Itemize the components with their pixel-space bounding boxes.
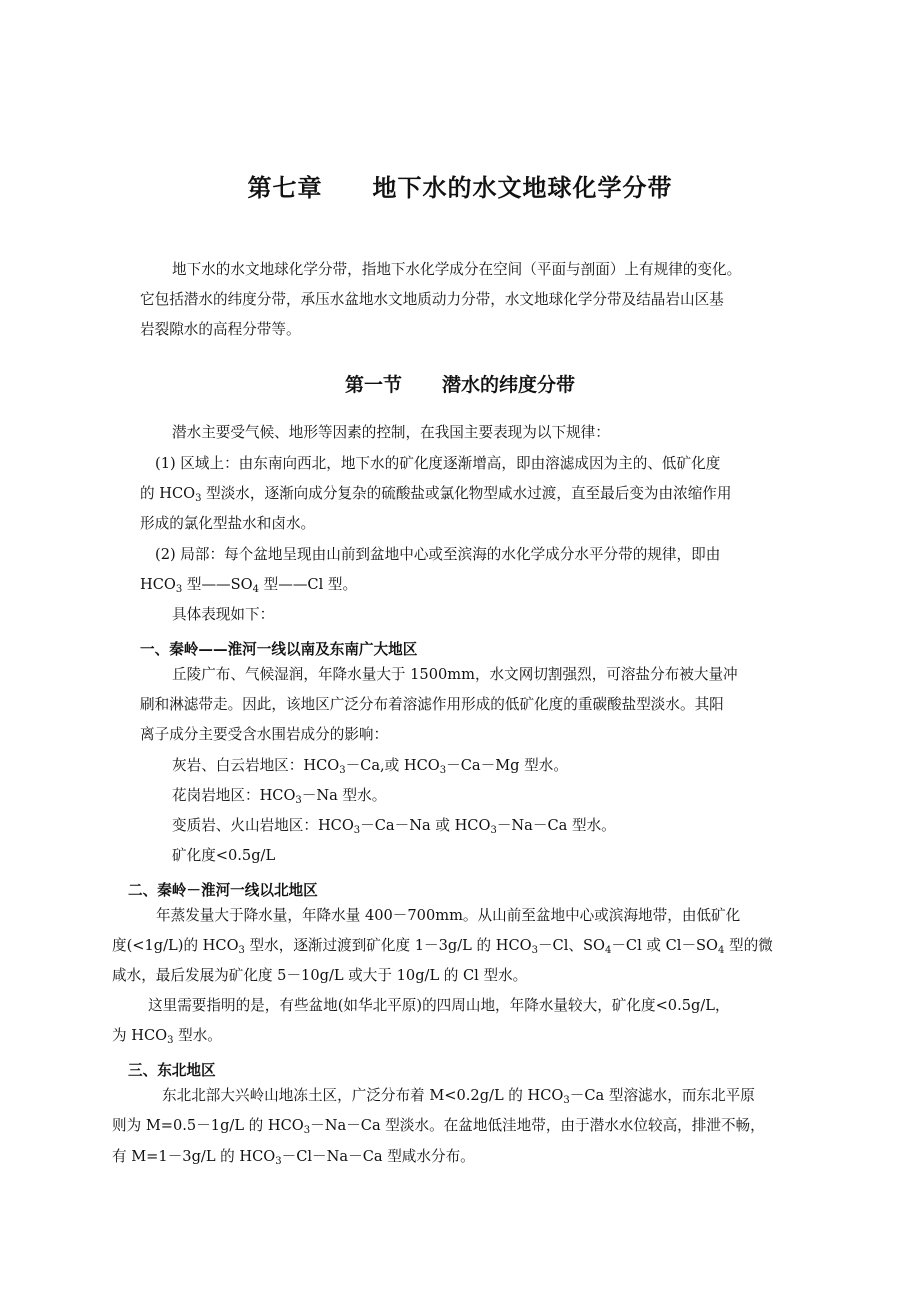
part2-line-3: 咸水，最后发展为矿化度 5－10g/L 或大于 10g/L 的 Cl 型水。 (112, 967, 528, 984)
part2-line-1: 年蒸发量大于降水量，年降水量 400－700mm。从山前至盆地中心或滨海地带，由低矿化 (156, 907, 741, 924)
part2-line-5: 为 $HCO_3$ 型水。 (112, 1027, 222, 1046)
chapter-number: 第七章 (247, 174, 323, 202)
rock-limestone: 灰岩、白云岩地区：$HCO_3-Ca$,或 $HCO_3-Ca-Mg$ 型水。 (172, 757, 568, 776)
part1-line-2: 刷和淋滤带走。因此，该地区广泛分布着溶滤作用形成的低矿化度的重碳酸盐型淡水。其阳 (140, 696, 724, 713)
part2-heading: 二、秦岭－淮河一线以北地区 (128, 882, 318, 899)
detail-intro: 具体表现如下： (172, 606, 275, 623)
part3-line-3: 有 M=1－3g/L 的 $HCO_3-Cl-Na-Ca$ 型咸水分布。 (112, 1148, 475, 1167)
rule1-line-1: (1) 区域上：由东南向西北，地下水的矿化度逐渐增高，即由溶滤成因为主的、低矿化度 (155, 455, 721, 472)
rule1-line-3: 形成的氯化型盐水和卤水。 (140, 515, 316, 532)
part1-heading: 一、秦岭——淮河一线以南及东南广大地区 (140, 641, 418, 658)
chapter-title (0, 168, 920, 203)
part2-line-4: 这里需要指明的是，有些盆地(如华北平原)的四周山地，年降水量较大，矿化度<0.5g/L， (148, 997, 730, 1014)
rule2-line-1: (2) 局部：每个盆地呈现由山前到盆地中心或至滨海的水化学成分水平分带的规律，即由 (155, 546, 721, 563)
chapter-name: 地下水的水文地球化学分带 (372, 174, 673, 202)
rule1-line-2: 的 $HCO_3$ 型淡水，逐渐向成分复杂的硫酸盐或氯化物型咸水过渡，直至最后变为由浓缩作用 (140, 485, 732, 504)
part3-line-1: 东北北部大兴岭山地冻土区，广泛分布着 M<0.2g/L 的 $HCO_3-Ca$ 型溶滤水，而东北平原 (162, 1087, 755, 1106)
rock-granite: 花岗岩地区：$HCO_3-Na$ 型水。 (172, 787, 387, 806)
part1-line-3: 离子成分主要受含水围岩成分的影响： (140, 726, 389, 743)
intro-line-2: 它包括潜水的纬度分带，承压水盆地水文地质动力分带，水文地球化学分带及结晶岩山区基 (140, 291, 724, 308)
rule2-line-2: $HCO_3$ 型$——SO_4$ 型——Cl 型。 (140, 576, 358, 595)
intro-line-3: 岩裂隙水的高程分带等。 (140, 321, 301, 338)
part3-line-2: 则为 M=0.5－1g/L 的 $HCO_3-Na-Ca$ 型淡水。在盆地低洼地带，由于潜水水位较高，排泄不畅， (112, 1117, 765, 1136)
rock-metamorphic: 变质岩、火山岩地区：$HCO_3-Ca-Na$ 或 $HCO_3-Na-Ca$ 型水。 (172, 817, 616, 836)
part2-line-2: 度(<1g/L)的 $HCO_3$ 型水，逐渐过渡到矿化度 1－3g/L 的 $HCO_3-Cl$、$SO_4-Cl$ 或 $Cl-SO_4$ 型的微 (112, 937, 773, 956)
part1-line-1: 丘陵广布、气候湿润，年降水量大于 1500mm，水文网切割强烈，可溶盐分布被大量冲 (172, 666, 738, 683)
lead-paragraph: 潜水主要受气候、地形等因素的控制，在我国主要表现为以下规律： (172, 424, 610, 441)
mineralization-note: 矿化度<0.5g/L (172, 847, 276, 864)
section-name: 潜水的纬度分带 (442, 374, 576, 396)
section-title (0, 370, 920, 397)
intro-line-1: 地下水的水文地球化学分带，指地下水化学成分在空间（平面与剖面）上有规律的变化。 (172, 261, 742, 278)
section-number: 第一节 (344, 374, 402, 396)
part3-heading: 三、东北地区 (128, 1062, 216, 1079)
